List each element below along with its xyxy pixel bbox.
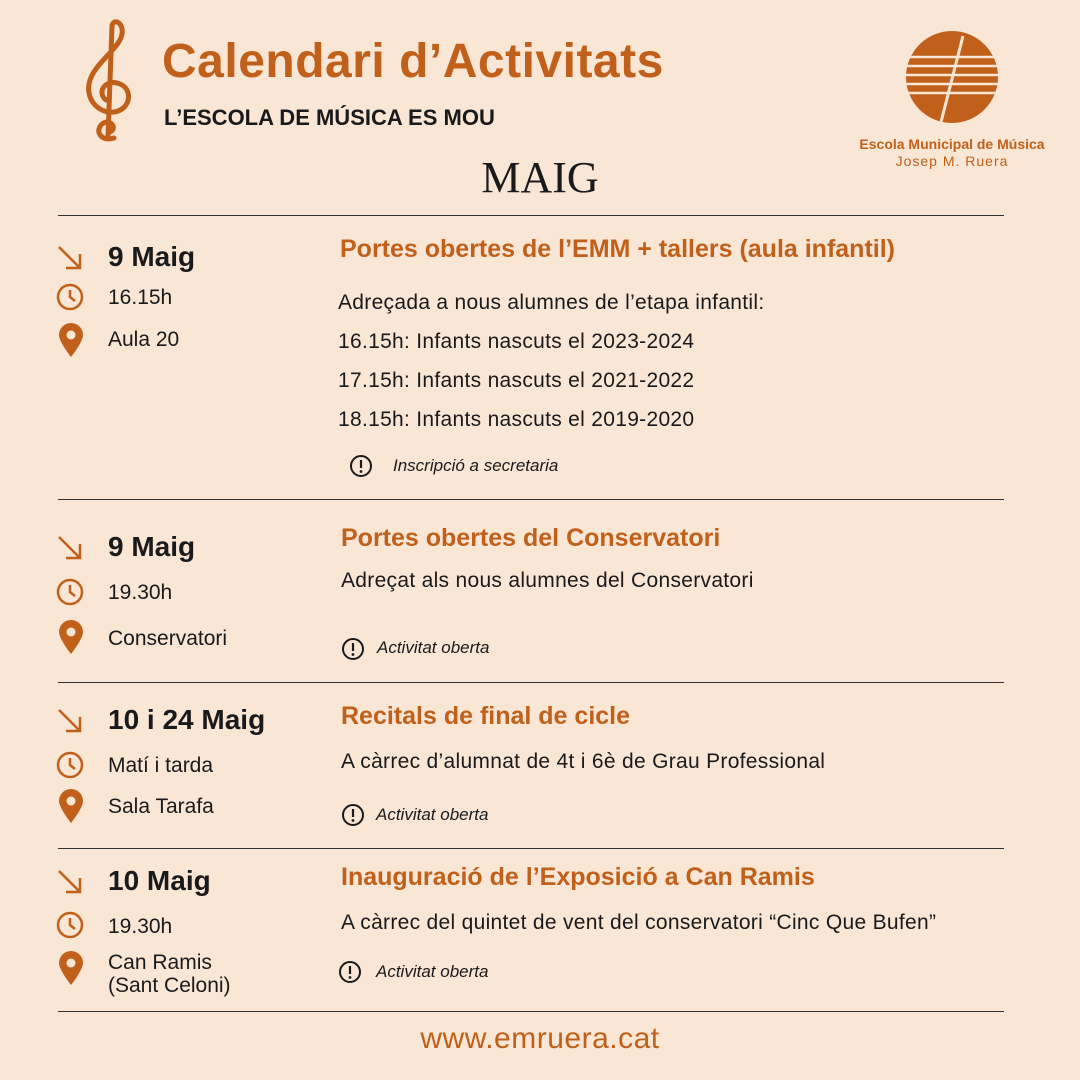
- event-description-line: A càrrec d’alumnat de 4t i 6è de Grau Professional: [341, 750, 826, 773]
- event-time: Matí i tarda: [108, 754, 214, 777]
- event-description-line: Adreçada a nous alumnes de l’etapa infantil:: [338, 291, 765, 314]
- event-time: 19.30h: [108, 915, 173, 938]
- arrow-down-right-icon: [56, 707, 84, 735]
- exclamation-circle-icon: [341, 803, 365, 827]
- event-place: Aula 20: [108, 328, 180, 351]
- arrow-down-right-icon: [56, 868, 84, 896]
- map-pin-icon: [57, 950, 85, 986]
- event-date: 10 Maig: [108, 865, 211, 896]
- map-pin-icon: [57, 788, 85, 824]
- event-place: Conservatori: [108, 627, 228, 650]
- event-note: Activitat oberta: [376, 805, 489, 824]
- divider: [58, 499, 1004, 500]
- divider: [58, 1011, 1004, 1012]
- arrow-down-right-icon: [56, 534, 84, 562]
- page-subtitle: L’ESCOLA DE MÚSICA ES MOU: [164, 105, 495, 130]
- month-heading: MAIG: [481, 153, 599, 202]
- event-place: Sala Tarafa: [108, 795, 214, 818]
- event-title: Portes obertes de l’EMM + tallers (aula infantil): [340, 235, 895, 263]
- clock-icon: [56, 751, 84, 779]
- event-description-line: 16.15h: Infants nascuts el 2023-2024: [338, 330, 695, 353]
- page-title: Calendari d’Activitats: [162, 35, 664, 88]
- event-description-line: 18.15h: Infants nascuts el 2019-2020: [338, 408, 695, 431]
- divider: [58, 848, 1004, 849]
- clock-icon: [56, 578, 84, 606]
- event-place-line: Can Ramis: [108, 951, 212, 974]
- treble-clef-icon: [76, 18, 142, 144]
- event-title: Recitals de final de cicle: [341, 702, 631, 730]
- exclamation-circle-icon: [338, 960, 362, 984]
- map-pin-icon: [57, 322, 85, 358]
- map-pin-icon: [57, 619, 85, 655]
- event-place-line: (Sant Celoni): [108, 974, 231, 997]
- event-note: Inscripció a secretaria: [393, 456, 559, 475]
- event-title: Portes obertes del Conservatori: [341, 524, 721, 552]
- website-link[interactable]: www.emruera.cat: [420, 1022, 660, 1055]
- arrow-down-right-icon: [56, 244, 84, 272]
- event-description-line: A càrrec del quintet de vent del conservatori “Cinc Que Bufen”: [341, 911, 937, 934]
- divider: [58, 682, 1004, 683]
- school-logo: [905, 30, 999, 124]
- clock-icon: [56, 911, 84, 939]
- exclamation-circle-icon: [341, 637, 365, 661]
- event-date: 10 i 24 Maig: [108, 704, 266, 735]
- logo-school-name: Escola Municipal de Música: [859, 136, 1045, 152]
- clock-icon: [56, 283, 84, 311]
- event-title: Inauguració de l’Exposició a Can Ramis: [341, 863, 815, 891]
- event-note: Activitat oberta: [377, 638, 490, 657]
- exclamation-circle-icon: [349, 454, 373, 478]
- logo-school-sub: Josep M. Ruera: [895, 153, 1009, 169]
- event-date: 9 Maig: [108, 531, 196, 562]
- event-time: 16.15h: [108, 286, 173, 309]
- divider: [58, 215, 1004, 216]
- event-date: 9 Maig: [108, 241, 196, 272]
- event-time: 19.30h: [108, 581, 173, 604]
- event-note: Activitat oberta: [376, 962, 489, 981]
- event-description-line: Adreçat als nous alumnes del Conservatori: [341, 569, 754, 592]
- event-description-line: 17.15h: Infants nascuts el 2021-2022: [338, 369, 695, 392]
